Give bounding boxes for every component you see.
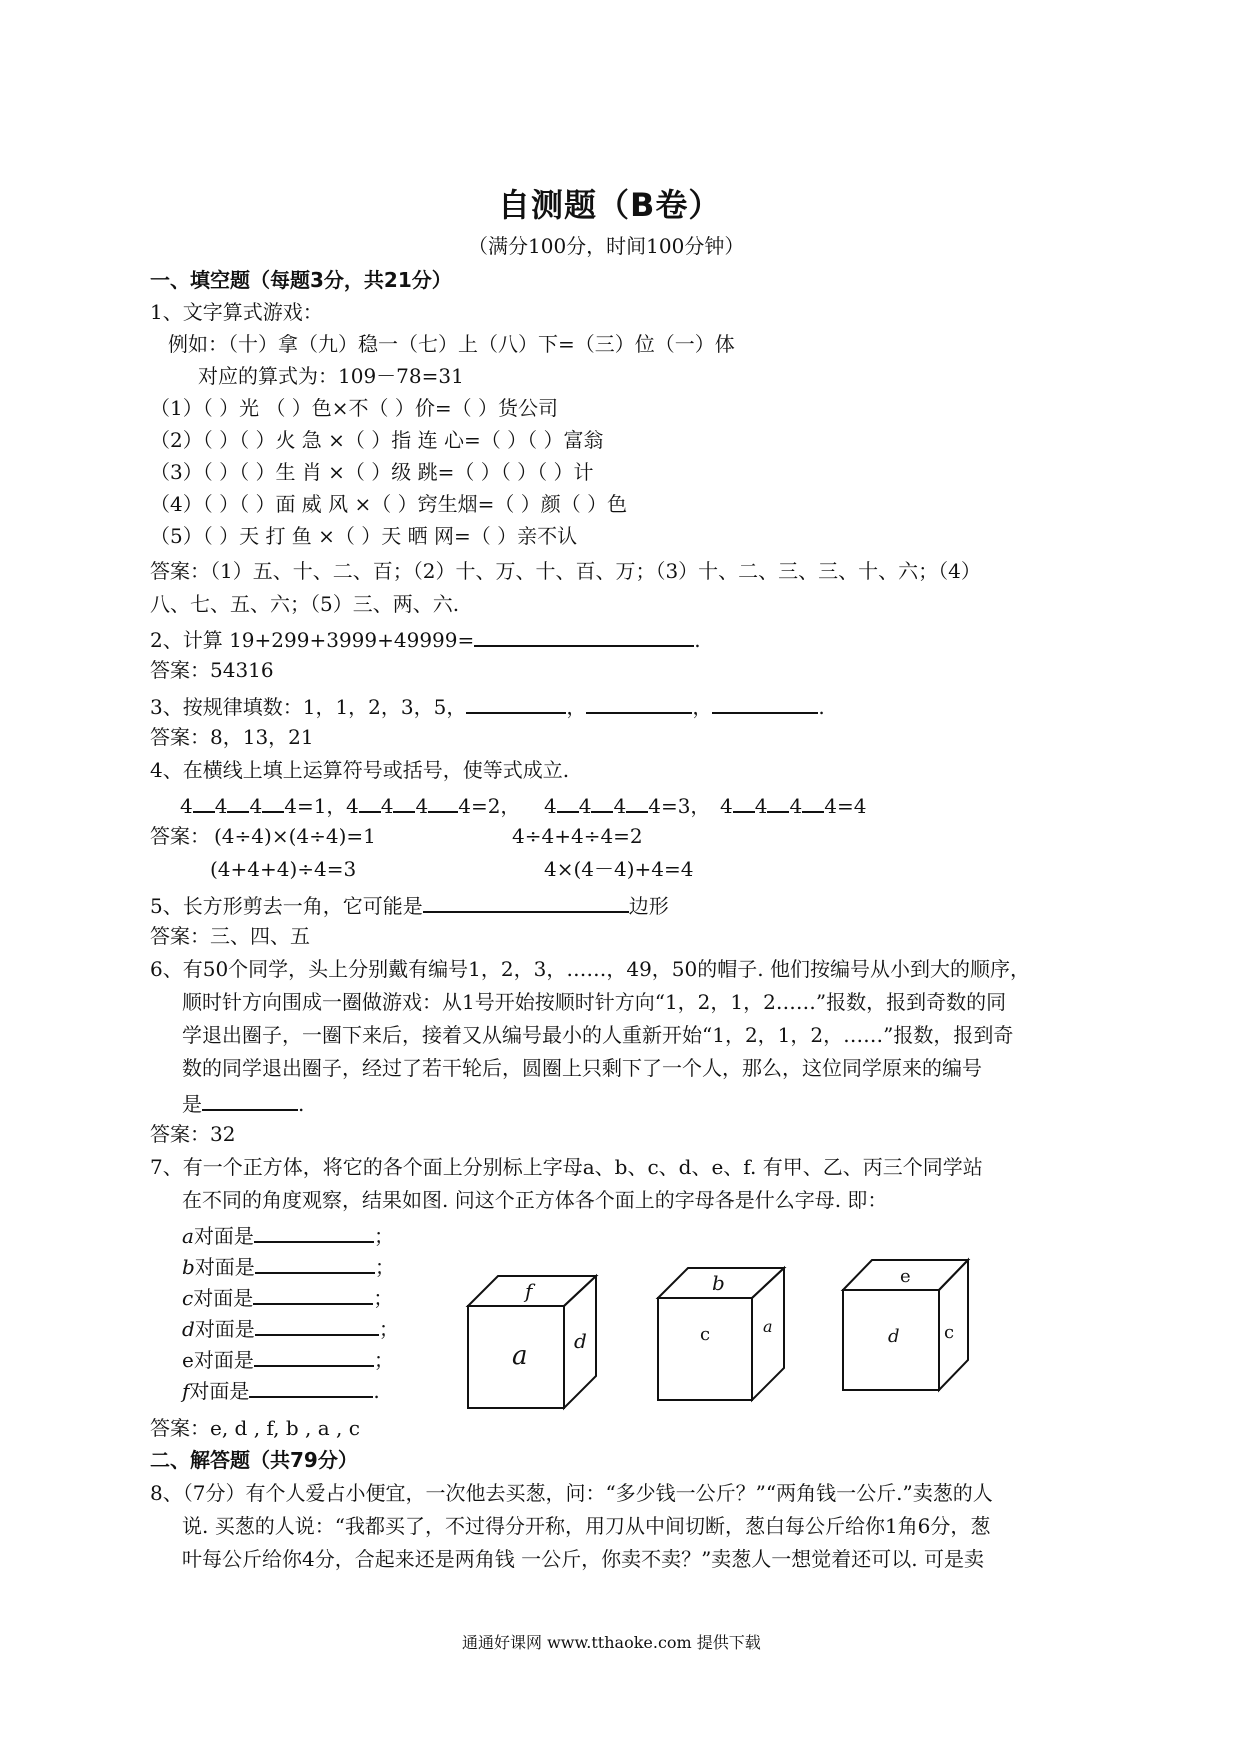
face-text: 对面是 <box>193 1286 254 1310</box>
q3-tail: . <box>818 695 825 719</box>
q6-answer: 答案：32 <box>150 1122 236 1146</box>
cube-1-front-label: a <box>512 1341 528 1371</box>
face-end: ； <box>378 1317 399 1341</box>
cube-2-front-face <box>658 1298 752 1400</box>
face-text: 对面是 <box>193 1348 254 1372</box>
q7-line-2: 在不同的角度观察，结果如图. 问这个正方体各个面上的字母各是什么字母. 即： <box>182 1188 888 1212</box>
page-footer: 通通好课网 www.tthaoke.com 提供下载 <box>462 1633 761 1652</box>
cube-3-front-label: d <box>888 1326 900 1347</box>
digit-four: 4 <box>613 794 627 818</box>
q6-tail: . <box>298 1092 305 1116</box>
section-heading-fill-in: 一、填空题（每题3分，共21分） <box>150 268 452 292</box>
q1-item-4: （4）（ ）（ ）面 威 风 ×（ ）窍生烟=（ ）颜（ ）色 <box>150 492 628 516</box>
face-end: ； <box>373 1286 394 1310</box>
face-letter: e <box>182 1348 194 1372</box>
cube-1-side-label: d <box>574 1329 587 1353</box>
q3-answer: 答案：8，13，21 <box>150 725 314 749</box>
face-letter: a <box>182 1224 194 1248</box>
q4-answer-1: (4÷4)×(4÷4)=1 <box>214 824 376 848</box>
q1-example-formula: 对应的算式为：109－78=31 <box>198 364 464 388</box>
digit-four: 4 <box>346 794 359 818</box>
cube-3-side-label: c <box>944 1322 955 1343</box>
section-heading-solve: 二、解答题（共79分） <box>150 1448 358 1472</box>
q7-answer: 答案：e, d , f, b , a , c <box>150 1416 360 1440</box>
q1-example: 例如：（十）拿（九）稳一（七）上（八）下=（三）位（一）体 <box>168 332 735 356</box>
q8-line-2: 说. 买葱的人说：“我都买了，不过得分开称，用刀从中间切断，葱白每公斤给你1角6分，葱 <box>182 1514 991 1538</box>
q4-eq1-result: =1， <box>296 794 347 818</box>
q6-line-1: 6、有50个同学，头上分别戴有编号1，2，3，……，49，50的帽子. 他们按编号从小到大的顺序， <box>150 957 1030 981</box>
cube-2-front-label: c <box>700 1324 711 1345</box>
face-letter: f <box>182 1379 190 1403</box>
q5-answer: 答案：三、四、五 <box>150 924 310 948</box>
q5-stem: 5、长方形剪去一角，它可能是 <box>150 894 423 918</box>
cube-3-top-label: e <box>900 1266 911 1287</box>
face-text: 对面是 <box>189 1379 250 1403</box>
q6-line-3: 学退出圈子，一圈下来后，接着又从编号最小的人重新开始“1，2，1，2，……”报数，报到奇 <box>182 1023 1014 1047</box>
q6-line-4: 数的同学退出圈子，经过了若干轮后，圆圈上只剩下了一个人，那么，这位同学原来的编号 <box>182 1056 982 1080</box>
q4-answer-prefix: 答案： <box>150 824 210 848</box>
digit-four: 4 <box>415 794 429 818</box>
q8-line-1: 8、（7分）有个人爱占小便宜，一次他去买葱，问：“多少钱一公斤？”“两角钱一公斤.”卖葱的人 <box>150 1481 993 1505</box>
face-letter: d <box>182 1317 195 1341</box>
face-end: . <box>373 1379 380 1403</box>
q1-answer-line-2: 八、七、五、六；（5）三、两、六. <box>150 592 460 616</box>
digit-four: 4 <box>458 794 471 818</box>
face-text: 对面是 <box>194 1255 255 1279</box>
digit-four: 4 <box>754 794 768 818</box>
digit-four: 4 <box>249 794 263 818</box>
q3-sep-1: ， <box>566 695 587 719</box>
page-title: 自测题（B卷） <box>498 186 722 224</box>
digit-four: 4 <box>380 794 394 818</box>
q3-stem: 3、按规律填数：1，1，2，3，5， <box>150 695 467 719</box>
face-text: 对面是 <box>193 1224 254 1248</box>
q8-line-3: 叶每公斤给你4分，合起来还是两角钱 一公斤，你卖不卖？”卖葱人一想觉着还可以. 可是卖 <box>182 1547 985 1571</box>
face-end: ； <box>374 1255 395 1279</box>
face-text: 对面是 <box>194 1317 255 1341</box>
q4-stem: 4、在横线上填上运算符号或括号，使等式成立. <box>150 758 570 782</box>
q6-line-2: 顺时针方向围成一圈做游戏：从1号开始按顺时针方向“1，2，1，2……”报数，报到奇数的同 <box>182 990 1007 1014</box>
q1-item-1: （1）（ ）光 （ ）色×不（ ）价=（ ）货公司 <box>150 396 559 420</box>
cube-2-side-label: a <box>763 1317 773 1336</box>
q1-answer-line-1: 答案：（1）五、十、二、百；（2）十、万、十、百、万；（3）十、二、三、三、十、六；（4） <box>150 559 981 583</box>
q4-eq4-result: =4 <box>836 794 867 818</box>
q4-eq3-result: =3， <box>660 794 711 818</box>
q4-eq2-result: =2， <box>470 794 521 818</box>
q6-line-5-text: 是 <box>182 1092 202 1116</box>
digit-four: 4 <box>578 794 592 818</box>
digit-four: 4 <box>214 794 228 818</box>
q5-tail: 边形 <box>628 894 669 918</box>
q2-stem: 2、计算 19+299+3999+49999= <box>150 628 475 652</box>
digit-four: 4 <box>284 794 297 818</box>
q1-item-5: （5）（ ）天 打 鱼 ×（ ）天 晒 网=（ ）亲不认 <box>150 524 578 548</box>
q4-answer-3: (4+4+4)÷4=3 <box>210 857 357 881</box>
face-letter: c <box>182 1286 194 1310</box>
digit-four: 4 <box>720 794 733 818</box>
q2-answer: 答案：54316 <box>150 658 274 682</box>
digit-four: 4 <box>544 794 557 818</box>
face-letter: b <box>182 1255 195 1279</box>
page-subtitle: （满分100分，时间100分钟） <box>468 234 745 258</box>
cube-2-top-label: b <box>712 1271 725 1295</box>
digit-four: 4 <box>789 794 803 818</box>
q1-item-3: （3）（ ）（ ）生 肖 ×（ ）级 跳=（ ）（ ）（ ）计 <box>150 460 594 484</box>
face-end: ； <box>373 1224 394 1248</box>
q1-stem: 1、文字算式游戏： <box>150 300 323 324</box>
q4-answer-4: 4×(4－4)+4=4 <box>544 857 694 881</box>
q1-item-2: （2）（ ）（ ）火 急 ×（ ）指 连 心=（ ）（ ）富翁 <box>150 428 604 452</box>
q4-answer-2: 4÷4+4÷4=2 <box>512 824 643 848</box>
q3-sep-2: ， <box>692 695 713 719</box>
digit-four: 4 <box>180 794 193 818</box>
q7-line-1: 7、有一个正方体，将它的各个面上分别标上字母a、b、c、d、e、f. 有甲、乙、丙三个同学站 <box>150 1155 983 1179</box>
q2-tail: . <box>694 628 701 652</box>
digit-four: 4 <box>824 794 837 818</box>
face-end: ； <box>373 1348 394 1372</box>
digit-four: 4 <box>648 794 661 818</box>
cube-1-top-label: f <box>525 1279 533 1303</box>
